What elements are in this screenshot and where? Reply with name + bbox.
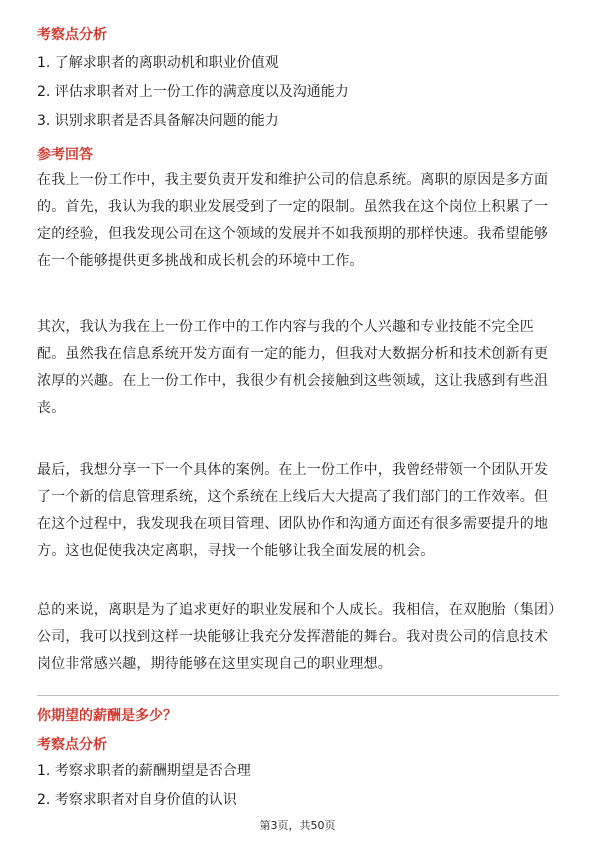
list-item: 2. 考察求职者对自身价值的认识 [37, 792, 237, 808]
list-item: 3. 识别求职者是否具备解决问题的能力 [37, 113, 279, 129]
answer-paragraph: 其次，我认为我在上一份工作中的工作内容与我的个人兴趣和专业技能不完全匹配。虽然我在信息系统开发方面有一定的能力，但我对大数据分析和技术创新有更浓厚的兴趣。在上一份工作中，我很少有机会接触到这些领域，这让我感到有些沮丧。 [37, 319, 549, 416]
question-title: 你期望的薪酬是多少？ [37, 708, 177, 724]
section-heading-reference-answer: 参考回答 [37, 147, 93, 163]
list-item: 1. 了解求职者的离职动机和职业价值观 [37, 55, 279, 71]
list-item: 2. 评估求职者对上一份工作的满意度以及沟通能力 [37, 84, 349, 100]
answer-paragraph: 总的来说，离职是为了追求更好的职业发展和个人成长。我相信，在双胞胎（集团）公司，我可以找到这样一块能够让我充分发挥潜能的舞台。我对贵公司的信息技术岗位非常感兴趣，期待能够在这里实现自己的职业理想。 [37, 602, 556, 672]
answer-paragraph: 最后，我想分享一下一个具体的案例。在上一份工作中，我曾经带领一个团队开发了一个新的信息管理系统，这个系统在上线后大大提高了我们部门的工作效率。但在这个过程中，我发现我在项目管理、团队协作和沟通方面还有很多需要提升的地方。这也促使我决定离职，寻找一个能够让我全面发展的机会。 [37, 462, 549, 559]
answer-paragraph: 在我上一份工作中，我主要负责开发和维护公司的信息系统。离职的原因是多方面的。首先，我认为我的职业发展受到了一定的限制。虽然我在这个岗位上积累了一定的经验，但我发现公司在这个领域的发展并不如我预期的那样快速。我希望能够在一个能够提供更多挑战和成长机会的环境中工作。 [37, 172, 549, 269]
page-number: 第3页，共50页 [259, 819, 336, 832]
list-item: 1. 考察求职者的薪酬期望是否合理 [37, 763, 251, 779]
section-divider [37, 695, 559, 696]
section-heading-analysis: 考察点分析 [37, 27, 107, 43]
section-heading-analysis: 考察点分析 [37, 737, 107, 753]
